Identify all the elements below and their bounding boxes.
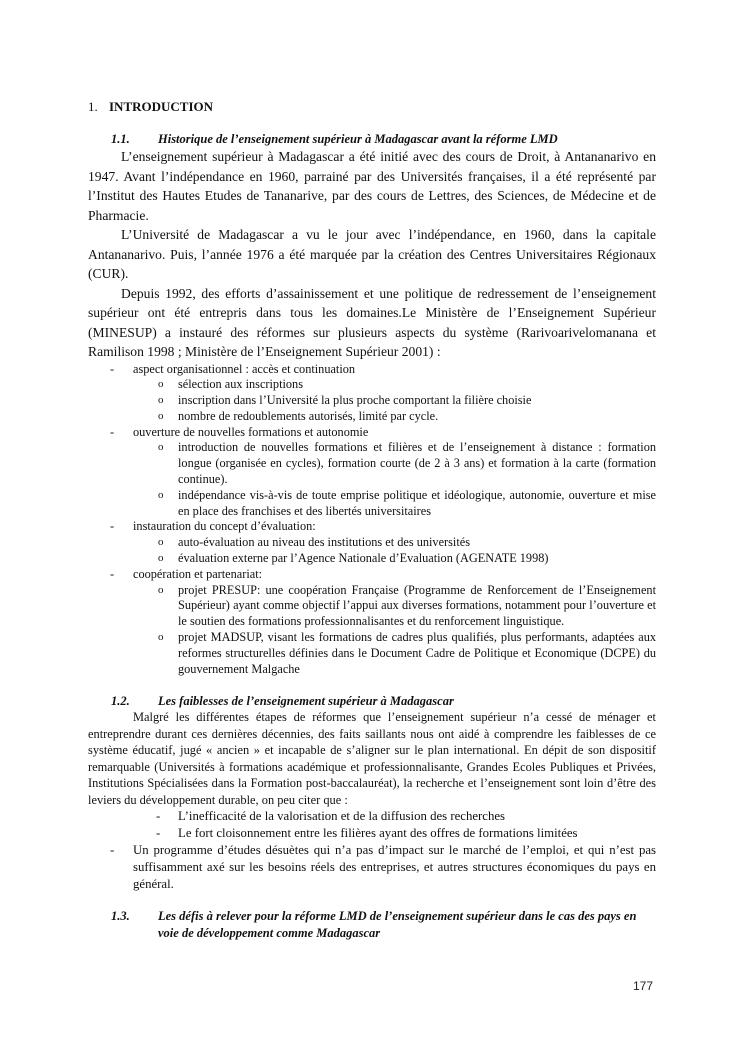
dash-bullet: - <box>110 361 115 376</box>
paragraph: L’enseignement supérieur à Madagascar a été initié avec des cours de Droit, à Antananarivo en 1947. Avant l’indépendance en 1960, parrainé par des Universités françaises, il a été représenté par l’Institut des Hautes Etudes de Tananarive, par des cours de Lettres, des Sciences, de Médecine et de Pharmacie. <box>88 149 656 223</box>
sub-list-item: o inscription dans l’Université la plus proche comportant la filière choisie <box>158 393 532 408</box>
dash-bullet: - <box>110 424 115 439</box>
sub-list-item: o projet MADSUP, visant les formations de cadres plus qualifiés, plus performants, adaptées aux reformes structurelles définies dans le Document Cadre de Politique et Economique (DCPE) du gouvernement Malgache <box>158 630 656 676</box>
reform-list <box>88 362 656 678</box>
list-item: - instauration du concept d’évaluation: <box>110 519 316 534</box>
circle-bullet: o <box>158 394 164 407</box>
subsection-number: 1.2. <box>111 694 130 709</box>
paragraph: Malgré les différentes étapes de réformes que l’enseignement supérieur n’a cessé de ménager et entreprendre durant ces dernières décennies, des faits saillants nous ont aidé à comprendre les faiblesses de ce système éducatif, jugé « ancien » et incapable de s’aligner sur le plan international. En dépit de son dispositif remarquable (Universités à formations académique et professionnalisante, Grandes Ecoles Publiques et Privées, Institutions Spécialisées dans la Formation post-baccalauréat), la recherche et l’enseignement sont loin d’être des leviers du développement durable, on peu citer que : <box>88 710 656 807</box>
sub-list-item: o sélection aux inscriptions <box>158 377 303 392</box>
page-number: 177 <box>633 979 654 993</box>
subsection-title: Historique de l’enseignement supérieur à Madagascar avant la réforme LMD <box>158 132 558 146</box>
dash-bullet: - <box>156 826 161 841</box>
circle-bullet: o <box>158 441 164 454</box>
dash-bullet: - <box>156 809 161 824</box>
heading-title: INTRODUCTION <box>109 99 214 114</box>
list-item: - ouverture de nouvelles formations et autonomie <box>110 424 369 439</box>
sub-list-item: o nombre de redoublements autorisés, limité par cycle. <box>158 408 439 423</box>
circle-bullet: o <box>158 583 164 596</box>
subsection-heading-1-3 <box>88 908 656 942</box>
paragraph: Depuis 1992, des efforts d’assainissement et une politique de redressement de l’enseignement supérieur ont été entrepris dans tous les domaines.Le Ministère de l’Enseignement Supérieur (MINESUP) a instauré des réformes sur plusieurs aspects du système (Rarivoarivelomanana et Ramilison 1998 ; Ministère de l’Enseignement Supérieur 2001) : <box>88 285 656 359</box>
circle-bullet: o <box>158 631 164 644</box>
subsection-heading-1-1 <box>88 131 656 147</box>
section-heading-introduction <box>88 98 656 116</box>
weakness-list <box>88 808 656 893</box>
list-item: - L’inefficacité de la valorisation et de la diffusion des recherches <box>156 809 506 824</box>
circle-bullet: o <box>158 552 164 565</box>
document-page <box>88 98 656 942</box>
circle-bullet: o <box>158 409 164 422</box>
dash-bullet: - <box>110 843 115 858</box>
dash-bullet: - <box>110 566 115 581</box>
sub-list-item: o projet PRESUP: une coopération Française (Programme de Renforcement de l’Enseignement Supérieur) ayant comme objectif l’appui aux diverses formations, notamment pour l’ouverture et le soutien des formations professionnalisantes et du renforcement linguistique. <box>158 582 656 629</box>
sub-list-item: o indépendance vis-à-vis de toute emprise politique et idéologique, autonomie, ouverture et mise en place des franchises et des libertés universitaires <box>158 487 656 518</box>
circle-bullet: o <box>158 378 164 391</box>
subsection-number: 1.1. <box>111 132 130 146</box>
paragraph: L’Université de Madagascar a vu le jour avec l’indépendance, en 1960, dans la capitale Antananarivo. Puis, l’année 1976 a été marquée par la création des Centres Universitaires Régionaux (CUR). <box>88 227 656 281</box>
subsection-number: 1.3. <box>111 909 130 924</box>
list-item: - aspect organisationnel : accès et continuation <box>110 361 356 376</box>
subsection-title: Les défis à relever pour la réforme LMD de l’enseignement supérieur dans le cas des pays en voie de développement comme Madagascar <box>158 909 637 941</box>
subsection-title: Les faiblesses de l’enseignement supérieur à Madagascar <box>158 694 454 709</box>
circle-bullet: o <box>158 488 164 501</box>
list-item: - coopération et partenariat: <box>110 566 263 581</box>
circle-bullet: o <box>158 536 164 549</box>
list-item: - Un programme d’études désuètes qui n’a pas d’impact sur le marché de l’emploi, et qui n’est pas suffisamment axé sur les besoins réels des entreprises, et autres structures économiques du pays en général. <box>110 843 656 892</box>
sub-list-item: o évaluation externe par l’Agence Nationale d’Evaluation (AGENATE 1998) <box>158 551 549 566</box>
sub-list-item: o introduction de nouvelles formations et filières et de l’enseignement à distance : formation longue (organisée en cycles), formation courte (de 2 à 3 ans) et formation à la carte (formation continue). <box>158 440 656 487</box>
list-item: - Le fort cloisonnement entre les filières ayant des offres de formations limitées <box>156 826 578 841</box>
sub-list-item: o auto-évaluation au niveau des institutions et des universités <box>158 535 470 550</box>
heading-number: 1. <box>88 99 98 114</box>
dash-bullet: - <box>110 519 115 534</box>
subsection-heading-1-2 <box>88 693 656 709</box>
